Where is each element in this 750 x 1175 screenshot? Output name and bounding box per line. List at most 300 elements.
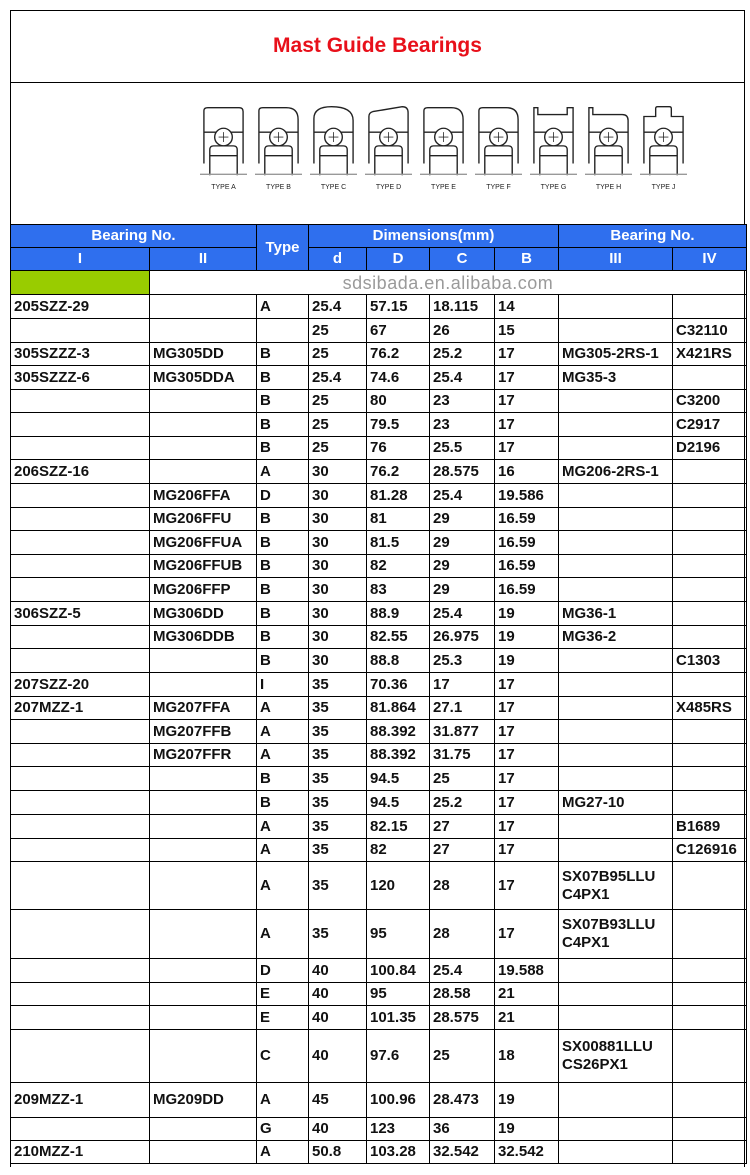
table-row	[11, 697, 747, 720]
type-cell: E	[257, 1006, 309, 1030]
dim-d-cell: 30	[309, 602, 367, 626]
bearing-no-iv-cell	[673, 578, 747, 602]
bearing-no-i-cell	[11, 578, 150, 602]
dim-D-cell: 82.15	[367, 815, 430, 839]
bearing-diagram-type-g	[530, 104, 577, 194]
type-cell: B	[257, 767, 309, 791]
bearing-no-iv-cell: C32110	[673, 319, 747, 343]
bearing-no-i-cell: 305SZZZ-3	[11, 343, 150, 366]
dim-d-cell: 25	[309, 319, 367, 343]
dim-c-cell: 25.2	[430, 791, 495, 815]
dim-D-cell: 76.2	[367, 460, 430, 484]
dim-c-cell: 29	[430, 531, 495, 555]
dim-c-cell: 25.5	[430, 437, 495, 460]
type-cell: A	[257, 720, 309, 744]
bearing-no-ii-cell: MG305DDA	[150, 366, 257, 390]
bearing-no-ii-cell	[150, 390, 257, 413]
bearing-no-ii-cell	[150, 839, 257, 862]
bearing-no-iv-cell	[673, 366, 747, 390]
dim-b-cell: 18	[495, 1030, 559, 1083]
bearing-no-ii-cell	[150, 815, 257, 839]
diagram-label: TYPE G	[540, 184, 567, 191]
bearing-no-i-cell	[11, 983, 150, 1006]
dim-d-cell: 35	[309, 744, 367, 767]
bearing-no-iv-cell	[673, 910, 747, 959]
bearing-no-iv-cell	[673, 1083, 747, 1118]
bearing-diagram-type-f	[475, 104, 522, 194]
dim-c-cell: 29	[430, 578, 495, 602]
dim-b-cell: 15	[495, 319, 559, 343]
table-row	[11, 578, 747, 602]
bearing-no-iv-cell	[673, 555, 747, 578]
dim-b-cell: 17	[495, 744, 559, 767]
bearing-no-ii-cell: MG209DD	[150, 1083, 257, 1118]
dim-D-cell: 95	[367, 910, 430, 959]
bearing-no-ii-cell	[150, 1141, 257, 1164]
diagram-label: TYPE A	[211, 184, 236, 191]
dim-d-cell: 30	[309, 555, 367, 578]
table-row	[11, 1030, 747, 1083]
type-cell: B	[257, 626, 309, 649]
header-dimensions: Dimensions(mm)	[309, 225, 559, 248]
type-cell: E	[257, 983, 309, 1006]
table-row	[11, 460, 747, 484]
dim-d-cell: 30	[309, 626, 367, 649]
bearing-cross-section-icon	[420, 104, 467, 176]
dim-d-cell: 25.4	[309, 295, 367, 319]
bearings-table	[10, 224, 747, 1164]
bearing-no-iv-cell	[673, 531, 747, 555]
dim-b-cell: 17	[495, 673, 559, 697]
type-cell: A	[257, 815, 309, 839]
dim-D-cell: 95	[367, 983, 430, 1006]
dim-D-cell: 57.15	[367, 295, 430, 319]
bearing-no-i-cell	[11, 839, 150, 862]
table-row	[11, 959, 747, 983]
bearing-no-i-cell	[11, 1030, 150, 1083]
dim-c-cell: 29	[430, 555, 495, 578]
bearing-no-ii-cell: MG206FFA	[150, 484, 257, 508]
dim-d-cell: 40	[309, 983, 367, 1006]
bearing-diagram-type-a	[200, 104, 247, 194]
header-col-iv: IV	[673, 248, 747, 271]
type-cell: B	[257, 649, 309, 673]
bearing-no-iv-cell	[673, 862, 747, 910]
bearing-no-iii-cell: MG206-2RS-1	[559, 460, 673, 484]
table-row	[11, 413, 747, 437]
type-cell: I	[257, 673, 309, 697]
dim-d-cell: 30	[309, 508, 367, 531]
bearing-no-i-cell: 206SZZ-16	[11, 460, 150, 484]
dim-D-cell: 123	[367, 1118, 430, 1141]
dim-d-cell: 35	[309, 910, 367, 959]
table-row	[11, 508, 747, 531]
bearing-no-iii-cell: MG36-2	[559, 626, 673, 649]
dim-D-cell: 74.6	[367, 366, 430, 390]
type-cell: B	[257, 366, 309, 390]
bearing-no-iv-cell	[673, 1006, 747, 1030]
dim-c-cell: 32.542	[430, 1141, 495, 1164]
bearing-no-ii-cell: MG305DD	[150, 343, 257, 366]
dim-b-cell: 17	[495, 697, 559, 720]
header-col-c: C	[430, 248, 495, 271]
dim-D-cell: 120	[367, 862, 430, 910]
dim-d-cell: 40	[309, 959, 367, 983]
dim-b-cell: 17	[495, 720, 559, 744]
dim-c-cell: 36	[430, 1118, 495, 1141]
bearing-no-iii-cell: MG35-3	[559, 366, 673, 390]
bearing-diagram-type-e	[420, 104, 467, 194]
type-cell: B	[257, 578, 309, 602]
table-row	[11, 343, 747, 366]
bearing-cross-section-icon	[200, 104, 247, 176]
table-row	[11, 767, 747, 791]
bearing-no-i-cell	[11, 413, 150, 437]
bearing-no-iii-cell	[559, 319, 673, 343]
dim-c-cell: 28.58	[430, 983, 495, 1006]
header-bearing-no-right: Bearing No.	[559, 225, 747, 248]
dim-d-cell: 25	[309, 413, 367, 437]
dim-b-cell: 19	[495, 602, 559, 626]
table-row	[11, 1006, 747, 1030]
dim-D-cell: 82.55	[367, 626, 430, 649]
dim-d-cell: 25	[309, 343, 367, 366]
dim-D-cell: 79.5	[367, 413, 430, 437]
bearing-no-ii-cell: MG206FFP	[150, 578, 257, 602]
type-cell: B	[257, 555, 309, 578]
dim-c-cell: 23	[430, 390, 495, 413]
bearing-no-iii-cell	[559, 484, 673, 508]
bearing-no-ii-cell	[150, 460, 257, 484]
dim-d-cell: 35	[309, 862, 367, 910]
bearing-no-ii-cell	[150, 959, 257, 983]
bearing-no-iv-cell	[673, 720, 747, 744]
dim-D-cell: 81.28	[367, 484, 430, 508]
bearing-no-i-cell	[11, 626, 150, 649]
dim-D-cell: 103.28	[367, 1141, 430, 1164]
dim-D-cell: 97.6	[367, 1030, 430, 1083]
dim-c-cell: 25.3	[430, 649, 495, 673]
bearing-no-i-cell	[11, 484, 150, 508]
type-cell: A	[257, 910, 309, 959]
bearing-no-iv-cell: B1689	[673, 815, 747, 839]
header-col-D: D	[367, 248, 430, 271]
bearing-no-ii-cell: MG306DD	[150, 602, 257, 626]
diagram-label: TYPE J	[651, 184, 676, 191]
bearing-no-iii-cell	[559, 697, 673, 720]
watermark: sdsibada.en.alibaba.com	[150, 271, 747, 295]
bearing-no-iii-cell	[559, 295, 673, 319]
bearing-no-i-cell	[11, 815, 150, 839]
bearing-no-i-cell	[11, 555, 150, 578]
dim-d-cell: 40	[309, 1118, 367, 1141]
type-cell: A	[257, 460, 309, 484]
dim-c-cell: 31.877	[430, 720, 495, 744]
dim-c-cell: 25	[430, 1030, 495, 1083]
bearing-cross-section-icon	[475, 104, 522, 176]
dim-b-cell: 19	[495, 1118, 559, 1141]
dim-c-cell: 25.4	[430, 959, 495, 983]
bearing-no-iii-cell	[559, 1118, 673, 1141]
dim-d-cell: 40	[309, 1030, 367, 1083]
bearing-no-iv-cell: C1303	[673, 649, 747, 673]
bearing-no-iii-cell	[559, 649, 673, 673]
bearing-no-iii-cell	[559, 983, 673, 1006]
dim-b-cell: 16.59	[495, 531, 559, 555]
diagram-label: TYPE E	[431, 184, 456, 191]
bearing-no-i-cell	[11, 720, 150, 744]
type-cell: B	[257, 343, 309, 366]
table-row	[11, 744, 747, 767]
bearing-no-ii-cell: MG206FFUA	[150, 531, 257, 555]
dim-c-cell: 17	[430, 673, 495, 697]
bearing-diagram-type-h	[585, 104, 632, 194]
dim-b-cell: 17	[495, 910, 559, 959]
dim-b-cell: 17	[495, 366, 559, 390]
dim-D-cell: 81.864	[367, 697, 430, 720]
type-cell: B	[257, 791, 309, 815]
dim-d-cell: 50.8	[309, 1141, 367, 1164]
table-row	[11, 910, 747, 959]
dim-c-cell: 28	[430, 910, 495, 959]
dim-D-cell: 80	[367, 390, 430, 413]
bearing-no-iv-cell	[673, 983, 747, 1006]
dim-D-cell: 94.5	[367, 767, 430, 791]
type-cell: B	[257, 602, 309, 626]
dim-D-cell: 100.96	[367, 1083, 430, 1118]
table-row	[11, 390, 747, 413]
dim-c-cell: 25.4	[430, 366, 495, 390]
table-row	[11, 839, 747, 862]
bearing-no-iii-cell	[559, 815, 673, 839]
dim-b-cell: 17	[495, 413, 559, 437]
bearing-no-ii-cell: MG207FFA	[150, 697, 257, 720]
header-col-b: B	[495, 248, 559, 271]
dim-D-cell: 76	[367, 437, 430, 460]
dim-d-cell: 25.4	[309, 366, 367, 390]
dim-d-cell: 35	[309, 673, 367, 697]
bearing-no-iv-cell	[673, 767, 747, 791]
dim-b-cell: 17	[495, 815, 559, 839]
table-row	[11, 649, 747, 673]
diagram-label: TYPE H	[595, 184, 622, 191]
bearing-no-i-cell: 209MZZ-1	[11, 1083, 150, 1118]
bearing-no-iv-cell	[673, 1030, 747, 1083]
bearing-no-iv-cell	[673, 508, 747, 531]
dim-b-cell: 16.59	[495, 555, 559, 578]
header-type: Type	[257, 225, 309, 271]
bearing-no-iii-cell: MG36-1	[559, 602, 673, 626]
table-row	[11, 720, 747, 744]
dim-b-cell: 16.59	[495, 508, 559, 531]
dim-b-cell: 17	[495, 791, 559, 815]
type-cell: B	[257, 413, 309, 437]
header-col-ii: II	[150, 248, 257, 271]
table-row	[11, 555, 747, 578]
bearing-diagram-type-d	[365, 104, 412, 194]
dim-c-cell: 28	[430, 862, 495, 910]
dim-b-cell: 19.588	[495, 959, 559, 983]
dim-D-cell: 83	[367, 578, 430, 602]
type-cell: A	[257, 744, 309, 767]
dim-c-cell: 31.75	[430, 744, 495, 767]
type-cell: B	[257, 508, 309, 531]
bearing-no-iv-cell	[673, 460, 747, 484]
dim-D-cell: 67	[367, 319, 430, 343]
bearing-no-iii-cell	[559, 767, 673, 791]
type-cell: C	[257, 1030, 309, 1083]
dim-d-cell: 35	[309, 791, 367, 815]
bearing-no-ii-cell	[150, 673, 257, 697]
bearing-no-iii-cell	[559, 839, 673, 862]
bearing-no-ii-cell: MG306DDB	[150, 626, 257, 649]
type-cell: A	[257, 1141, 309, 1164]
dim-D-cell: 82	[367, 839, 430, 862]
dim-d-cell: 25	[309, 390, 367, 413]
green-marker-cell	[11, 271, 150, 295]
dim-D-cell: 88.8	[367, 649, 430, 673]
dim-c-cell: 27	[430, 815, 495, 839]
bearing-no-ii-cell	[150, 767, 257, 791]
dim-D-cell: 88.392	[367, 744, 430, 767]
bearing-no-iv-cell: C3200	[673, 390, 747, 413]
dim-c-cell: 28.473	[430, 1083, 495, 1118]
dim-c-cell: 26	[430, 319, 495, 343]
bearing-cross-section-icon	[310, 104, 357, 176]
dim-D-cell: 88.392	[367, 720, 430, 744]
bearing-cross-section-icon	[530, 104, 577, 176]
bearing-no-iii-cell	[559, 959, 673, 983]
bearing-no-iv-cell	[673, 673, 747, 697]
bearing-no-iv-cell	[673, 484, 747, 508]
bearing-no-ii-cell	[150, 1118, 257, 1141]
dim-d-cell: 25	[309, 437, 367, 460]
dim-D-cell: 100.84	[367, 959, 430, 983]
bearing-no-ii-cell	[150, 791, 257, 815]
bearing-diagram-type-b	[255, 104, 302, 194]
bearing-no-i-cell	[11, 744, 150, 767]
bearing-no-ii-cell	[150, 413, 257, 437]
type-cell: A	[257, 697, 309, 720]
dim-d-cell: 45	[309, 1083, 367, 1118]
bearing-no-i-cell	[11, 649, 150, 673]
dim-c-cell: 18.115	[430, 295, 495, 319]
type-cell: A	[257, 862, 309, 910]
table-row	[11, 673, 747, 697]
dim-b-cell: 16.59	[495, 578, 559, 602]
dim-d-cell: 40	[309, 1006, 367, 1030]
dim-D-cell: 81.5	[367, 531, 430, 555]
bearing-no-ii-cell	[150, 319, 257, 343]
dim-d-cell: 30	[309, 531, 367, 555]
type-cell: B	[257, 531, 309, 555]
bearing-no-iv-cell	[673, 1118, 747, 1141]
bearing-no-ii-cell: MG206FFUB	[150, 555, 257, 578]
type-cell: G	[257, 1118, 309, 1141]
bearing-no-ii-cell	[150, 295, 257, 319]
table-row	[11, 1118, 747, 1141]
dim-d-cell: 30	[309, 460, 367, 484]
table-row	[11, 484, 747, 508]
bearing-type-diagrams	[200, 104, 687, 194]
bearing-no-iv-cell: C2917	[673, 413, 747, 437]
dim-b-cell: 16	[495, 460, 559, 484]
table-row	[11, 319, 747, 343]
table-row	[11, 626, 747, 649]
bearing-no-ii-cell	[150, 1006, 257, 1030]
bearing-diagram-type-j	[640, 104, 687, 194]
bearing-no-iii-cell	[559, 720, 673, 744]
bearing-no-ii-cell	[150, 862, 257, 910]
bearing-no-i-cell	[11, 390, 150, 413]
dim-b-cell: 17	[495, 390, 559, 413]
bearing-no-ii-cell: MG207FFB	[150, 720, 257, 744]
dim-b-cell: 19	[495, 626, 559, 649]
bearing-no-iii-cell	[559, 555, 673, 578]
page-title: Mast Guide Bearings	[10, 10, 745, 83]
bearing-no-i-cell: 207MZZ-1	[11, 697, 150, 720]
bearing-no-i-cell	[11, 531, 150, 555]
dim-b-cell: 19	[495, 1083, 559, 1118]
table-row	[11, 437, 747, 460]
bearing-no-iii-cell	[559, 744, 673, 767]
bearing-no-iii-cell	[559, 673, 673, 697]
bearing-cross-section-icon	[640, 104, 687, 176]
bearing-no-iii-cell	[559, 531, 673, 555]
bearing-no-i-cell	[11, 791, 150, 815]
bearing-no-ii-cell	[150, 649, 257, 673]
dim-d-cell: 30	[309, 484, 367, 508]
type-cell: B	[257, 390, 309, 413]
bearing-cross-section-icon	[365, 104, 412, 176]
header-bearing-no-left: Bearing No.	[11, 225, 257, 248]
bearing-no-i-cell: 306SZZ-5	[11, 602, 150, 626]
dim-c-cell: 27	[430, 839, 495, 862]
dim-b-cell: 17	[495, 767, 559, 791]
type-cell: A	[257, 839, 309, 862]
dim-b-cell: 17	[495, 437, 559, 460]
bearing-no-i-cell: 210MZZ-1	[11, 1141, 150, 1164]
dim-c-cell: 28.575	[430, 460, 495, 484]
type-cell: D	[257, 959, 309, 983]
type-cell: D	[257, 484, 309, 508]
bearing-no-ii-cell	[150, 1030, 257, 1083]
dim-d-cell: 35	[309, 815, 367, 839]
bearing-no-i-cell	[11, 959, 150, 983]
bearing-no-iii-cell: SX00881LLU CS26PX1	[559, 1030, 673, 1083]
diagram-label: TYPE C	[320, 184, 347, 191]
bearing-no-iii-cell: MG27-10	[559, 791, 673, 815]
bearing-no-iii-cell	[559, 508, 673, 531]
dim-d-cell: 35	[309, 697, 367, 720]
dim-c-cell: 27.1	[430, 697, 495, 720]
dim-c-cell: 25.4	[430, 484, 495, 508]
bearing-no-i-cell	[11, 508, 150, 531]
dim-c-cell: 26.975	[430, 626, 495, 649]
table-row	[11, 791, 747, 815]
bearing-no-ii-cell	[150, 910, 257, 959]
bearing-no-i-cell	[11, 862, 150, 910]
type-cell: A	[257, 1083, 309, 1118]
bearing-no-i-cell: 305SZZZ-6	[11, 366, 150, 390]
dim-b-cell: 17	[495, 839, 559, 862]
header-col-i: I	[11, 248, 150, 271]
bearing-no-iii-cell: SX07B93LLU C4PX1	[559, 910, 673, 959]
bearing-no-iii-cell	[559, 1006, 673, 1030]
bearing-no-iv-cell: D2196	[673, 437, 747, 460]
dim-d-cell: 35	[309, 767, 367, 791]
bearing-no-i-cell	[11, 437, 150, 460]
